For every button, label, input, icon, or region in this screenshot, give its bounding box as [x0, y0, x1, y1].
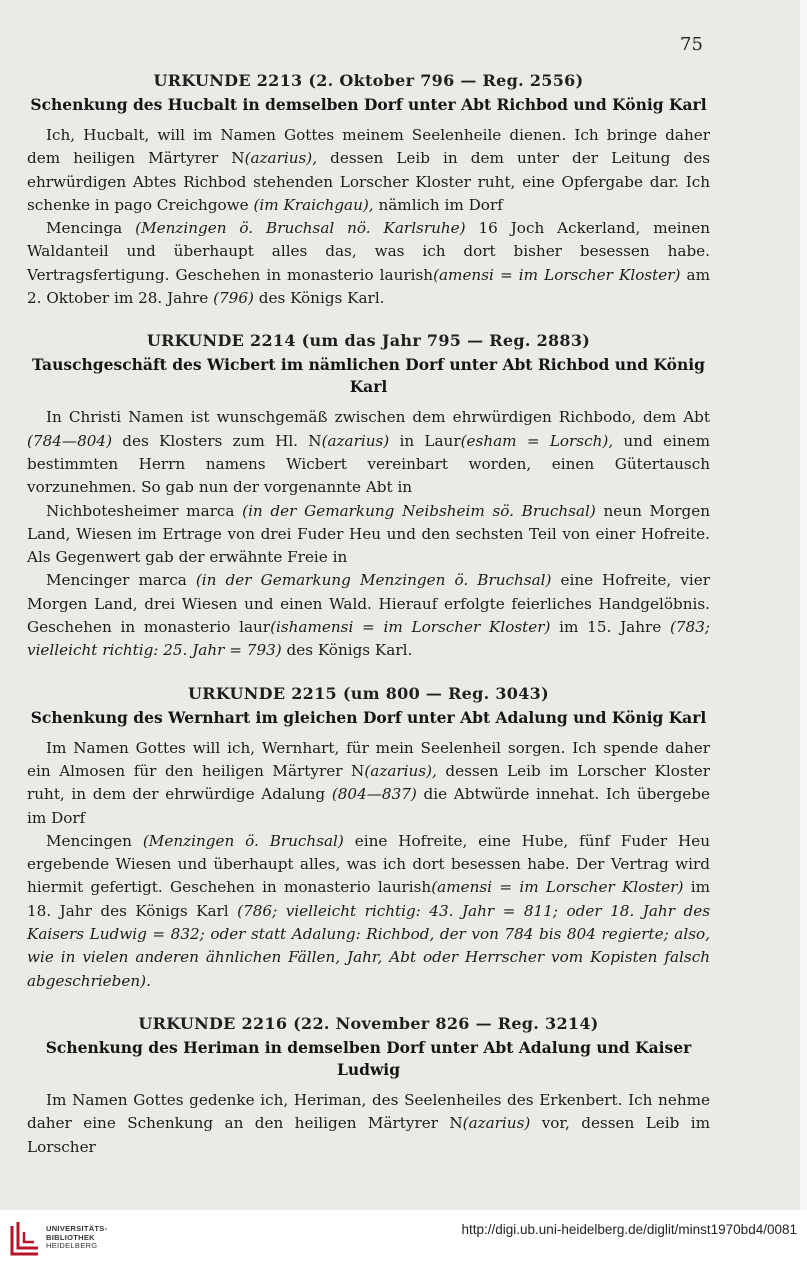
document-heading: URKUNDE 2216 (22. November 826 — Reg. 3214) [138, 1013, 599, 1033]
document-body [27, 406, 710, 662]
document-2215 [27, 683, 710, 993]
document-subheading: Schenkung des Heriman in demselben Dorf unter Abt Adalung und Kaiser Ludwig [45, 1037, 692, 1079]
document-2216 [27, 1013, 710, 1159]
viewer-footer [0, 1210, 807, 1265]
document-subheading: Tauschgeschäft des Wicbert im nämlichen Dorf unter Abt Richbod und König Karl [32, 355, 705, 397]
paragraph: Im Namen Gottes will ich, Wernhart, für mein Seelenheil sorgen. Ich spende daher ein Almosen für den heiligen Märtyrer N(azarius), dessen Leib im Lorscher Kloster ruht, in dem der ehrwürdige Adalung (804—837) die Abtwürde innehat. Ich übergebe im Dorf [27, 738, 711, 827]
document-heading: URKUNDE 2213 (2. Oktober 796 — Reg. 2556) [153, 71, 584, 90]
paragraph: Im Namen Gottes gedenke ich, Heriman, des Seelenheiles des Erkenbert. Ich nehme daher eine Schenkung an den heiligen Märtyrer N(azarius) vor, dessen Leib im Lorscher [27, 1090, 710, 1156]
page-number: 75 [680, 34, 703, 55]
document-body [27, 1089, 710, 1159]
document-2213 [27, 70, 710, 310]
paragraph: In Christi Namen ist wunschgemäß zwischen dem ehrwürdigen Richbodo, dem Abt (784—804) des Klosters zum Hl. N(azarius) in Laur(esham = Lorsch), und einem bestimmten Herrn namens Wicbert vereinbart worden, einen Gütertausch vorzunehmen. So gab nun der vorgenannte Abt in [27, 408, 710, 497]
document-2214 [27, 330, 710, 662]
library-name: UNIVERSITÄTS- BIBLIOTHEK HEIDELBERG [46, 1224, 108, 1250]
document-subheading: Schenkung des Wernhart im gleichen Dorf unter Abt Adalung und König Karl [30, 707, 707, 727]
paragraph: Mencingen (Menzingen ö. Bruchsal) eine Hofreite, eine Hube, fünf Fuder Heu ergebende Wiesen und überhaupt alles, was ich dort besessen habe. Der Vertrag wird hiermit gefertigt. Geschehen in monasterio laurish(amensi = im Lorscher Kloster) im 18. Jahr des Königs Karl (786; vielleicht richtig: 43. Jahr = 811; oder 18. Jahr des Kaisers Ludwig = 832; oder statt Adalung: Richbod, der von 784 bis 804 regierte; also, wie in vielen anderen ähnlichen Fällen, Jahr, Abt oder Herrscher vom Kopisten falsch abgeschrieben). [27, 831, 710, 990]
document-heading: URKUNDE 2214 (um das Jahr 795 — Reg. 2883) [146, 331, 591, 351]
paragraph: Mencinga (Menzingen ö. Bruchsal nö. Karlsruhe) 16 Joch Ackerland, meinen Waldanteil und überhaupt alles das, was ich dort bisher besessen habe. Vertragsfertigung. Geschehen in monasterio laurish(amensi = im Lorscher Kloster) am 2. Oktober im 28. Jahre (796) des Königs Karl. [27, 219, 710, 308]
document-body [27, 737, 710, 993]
document-subheading: Schenkung des Hucbalt in demselben Dorf unter Abt Richbod und König Karl [30, 95, 707, 114]
page-edge [800, 0, 807, 1210]
document-body [27, 124, 710, 310]
paragraph: Ich, Hucbalt, will im Namen Gottes meinem Seelenheile dienen. Ich bringe daher dem heiligen Märtyrer N(azarius), dessen Leib in dem unter der Leitung des ehrwürdigen Abtes Richbod stehenden Lorscher Kloster ruht, eine Opfergabe dar. Ich schenke in pago Creichgowe (im Kraichgau), nämlich im Dorf [27, 126, 710, 214]
university-library-logo-icon[interactable] [8, 1218, 42, 1258]
permalink-url[interactable]: http://digi.ub.uni-heidelberg.de/diglit/minst1970bd4/0081 [461, 1222, 797, 1237]
paragraph: Nichbotesheimer marca (in der Gemarkung Neibsheim sö. Bruchsal) neun Morgen Land, Wiesen im Ertrage von drei Fuder Heu und den sechsten Teil von einer Hofreite. Als Gegenwert gab der erwähnte Freie in [27, 501, 710, 567]
page-content [27, 70, 710, 1159]
paragraph: Mencinger marca (in der Gemarkung Menzingen ö. Bruchsal) eine Hofreite, vier Morgen Land, drei Wiesen und einen Wald. Hierauf erfolgte feierliches Handgelöbnis. Geschehen in monasterio laur(ishamensi = im Lorscher Kloster) im 15. Jahre (783; vielleicht richtig: 25. Jahr = 793) des Königs Karl. [27, 571, 710, 660]
document-heading: URKUNDE 2215 (um 800 — Reg. 3043) [188, 683, 549, 703]
